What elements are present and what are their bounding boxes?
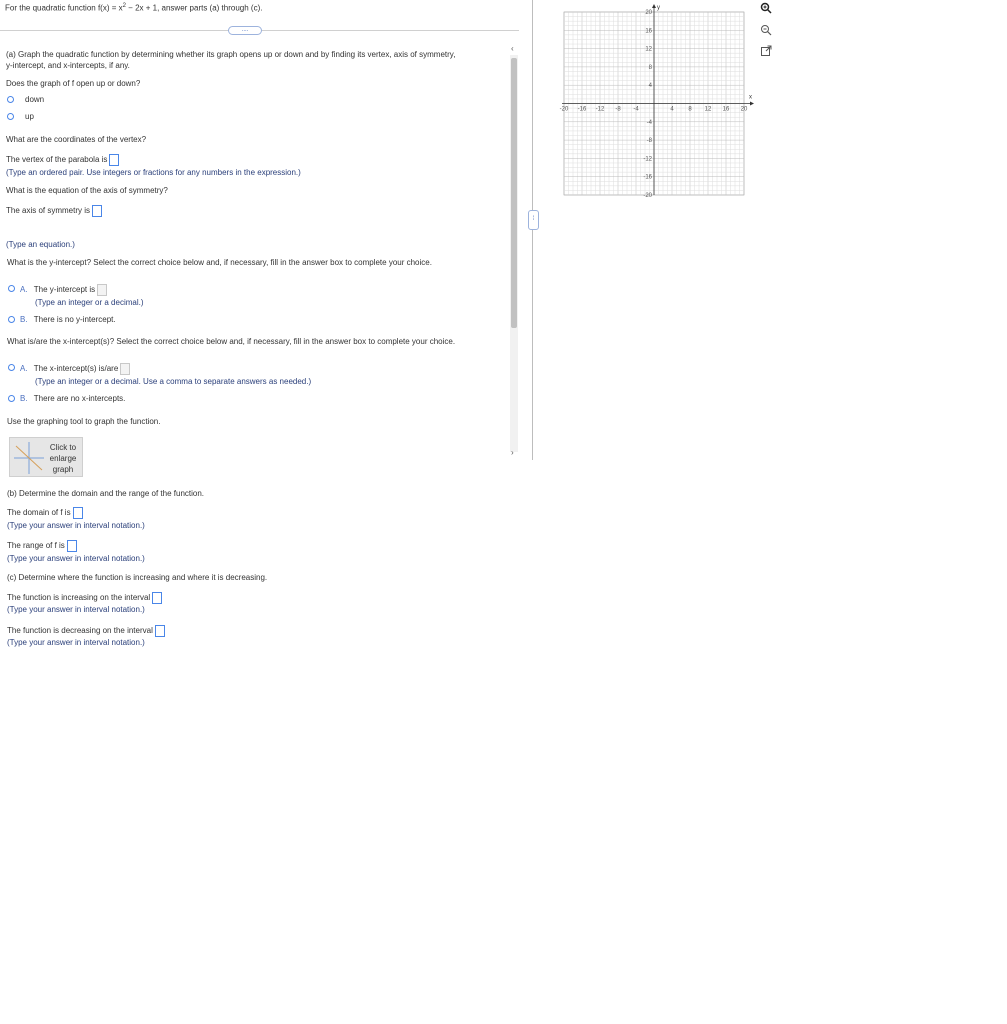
question-axis: What is the equation of the axis of symmetry? [6, 186, 168, 195]
range-hint: (Type your answer in interval notation.) [7, 554, 145, 563]
zoom-out-icon[interactable] [760, 24, 772, 36]
scrollbar-thumb[interactable] [511, 58, 517, 328]
prompt-text: For the quadratic function f(x) = x [5, 3, 123, 13]
xint-b-row [20, 394, 125, 403]
x-tick-label: 8 [688, 106, 692, 113]
scroll-down-arrow-icon[interactable]: › [511, 448, 514, 457]
enlarge-graph-label[interactable]: Click to enlarge graph [49, 443, 77, 474]
axis-label: The axis of symmetry is [6, 206, 91, 216]
x-tick-label: 4 [670, 106, 674, 113]
y-tick-label: 4 [648, 83, 652, 90]
yint-a-hint: (Type an integer or a decimal.) [35, 298, 144, 307]
radio-xint-b[interactable] [8, 395, 15, 402]
xint-a-letter[interactable]: A. [20, 364, 28, 374]
scroll-up-arrow-icon[interactable]: ‹ [511, 44, 514, 53]
y-tick-label: -8 [646, 138, 652, 145]
y-tick-label: 20 [645, 10, 652, 16]
y-tick-label: 12 [645, 46, 652, 53]
decreasing-hint: (Type your answer in interval notation.) [7, 638, 145, 647]
part-c-instruction: (c) Determine where the function is increasing and where it is decreasing. [7, 573, 268, 582]
increasing-label: The function is increasing on the interval [7, 593, 151, 603]
radio-down[interactable] [7, 96, 14, 103]
part-a-instruction-line1: (a) Graph the quadratic function by determining whether its graph opens up or down and by finding its vertex, axis of symmetry, [6, 50, 456, 59]
yint-b-letter[interactable]: B. [20, 315, 28, 324]
range-label: The range of f is [7, 541, 65, 551]
part-b-instruction: (b) Determine the domain and the range of the function. [7, 489, 205, 498]
vertex-answer-box[interactable] [109, 154, 119, 166]
xint-b-letter[interactable]: B. [20, 394, 28, 403]
prompt-text-suffix: − 2x + 1, answer parts (a) through (c). [125, 3, 263, 13]
xint-b-text[interactable]: There are no x-intercepts. [33, 394, 126, 403]
radio-up[interactable] [7, 113, 14, 120]
x-tick-label: 12 [704, 106, 712, 113]
zoom-in-icon[interactable] [760, 2, 772, 14]
increasing-hint: (Type your answer in interval notation.) [7, 605, 145, 614]
question-prompt [5, 3, 262, 13]
y-axis-arrow-icon [652, 4, 656, 8]
xint-a-row [20, 363, 130, 375]
prompt-exponent: 2 [122, 3, 126, 9]
enlarge-graph-button[interactable] [9, 437, 83, 477]
part-a-instruction-line2: y-intercept, and x-intercepts, if any. [6, 61, 130, 70]
increasing-answer-box[interactable] [152, 592, 162, 604]
x-tick-label: -12 [595, 106, 605, 113]
expand-question-button[interactable]: .... [228, 26, 262, 35]
panel-splitter-handle[interactable]: ⁞ [528, 210, 539, 230]
domain-row [7, 507, 83, 519]
panel-divider [532, 0, 533, 460]
yint-b-text[interactable]: There is no y-intercept. [33, 315, 116, 324]
y-tick-label: 8 [648, 64, 652, 71]
vertex-row [6, 154, 119, 166]
axis-row [6, 205, 102, 217]
yint-a-letter[interactable]: A. [20, 285, 28, 295]
decreasing-row [7, 625, 165, 637]
increasing-row [7, 592, 162, 604]
external-link-icon[interactable] [760, 45, 772, 57]
y-tick-label: 16 [645, 28, 652, 35]
x-axis-arrow-icon [750, 102, 754, 106]
question-open-direction: Does the graph of f open up or down? [6, 79, 141, 88]
decreasing-label: The function is decreasing on the interval [7, 626, 153, 636]
decreasing-answer-box[interactable] [155, 625, 165, 637]
radio-yint-b[interactable] [8, 316, 15, 323]
y-axis-label: y [657, 5, 660, 11]
vertex-label: The vertex of the parabola is [6, 155, 108, 165]
domain-answer-box[interactable] [73, 507, 83, 519]
xint-a-text[interactable]: The x-intercept(s) is/are [33, 364, 119, 374]
radio-yint-a[interactable] [8, 285, 15, 292]
radio-up-label[interactable]: up [25, 112, 34, 121]
xint-answer-box[interactable] [120, 363, 130, 375]
graph-tool-instruction: Use the graphing tool to graph the function. [7, 417, 161, 426]
range-row [7, 540, 77, 552]
xint-a-hint: (Type an integer or a decimal. Use a comma to separate answers as needed.) [35, 377, 312, 386]
question-x-intercepts: What is/are the x-intercept(s)? Select the correct choice below and, if necessary, fill in the answer box to complete your choice. [7, 337, 456, 346]
x-tick-label: -8 [615, 106, 621, 113]
y-tick-label: -4 [646, 119, 652, 126]
question-vertex: What are the coordinates of the vertex? [6, 135, 147, 144]
x-tick-label: -4 [633, 106, 639, 113]
y-tick-label: -16 [643, 174, 652, 181]
yint-a-text[interactable]: The y-intercept is [33, 285, 96, 295]
radio-xint-a[interactable] [8, 364, 15, 371]
axis-hint: (Type an equation.) [6, 240, 75, 249]
x-tick-label: -20 [559, 106, 569, 113]
x-tick-label: -16 [577, 106, 587, 113]
domain-label: The domain of f is [7, 508, 71, 518]
x-tick-label: 16 [722, 106, 730, 113]
question-y-intercept: What is the y-intercept? Select the correct choice below and, if necessary, fill in the answer box to complete your choice. [7, 258, 432, 267]
radio-down-label[interactable]: down [25, 95, 45, 104]
yint-answer-box[interactable] [97, 284, 107, 296]
vertex-hint: (Type an ordered pair. Use integers or fractions for any numbers in the expression.) [6, 168, 301, 177]
domain-hint: (Type your answer in interval notation.) [7, 521, 145, 530]
y-tick-label: -12 [643, 156, 652, 163]
yint-b-row [20, 315, 116, 324]
y-tick-label: -20 [643, 193, 652, 199]
x-axis-label: x [749, 94, 752, 101]
x-tick-label: 20 [740, 106, 748, 113]
coordinate-graph[interactable] [558, 4, 758, 209]
graph-thumbnail-icon [12, 440, 46, 476]
yint-a-row [20, 284, 107, 296]
range-answer-box[interactable] [67, 540, 77, 552]
axis-answer-box[interactable] [92, 205, 102, 217]
